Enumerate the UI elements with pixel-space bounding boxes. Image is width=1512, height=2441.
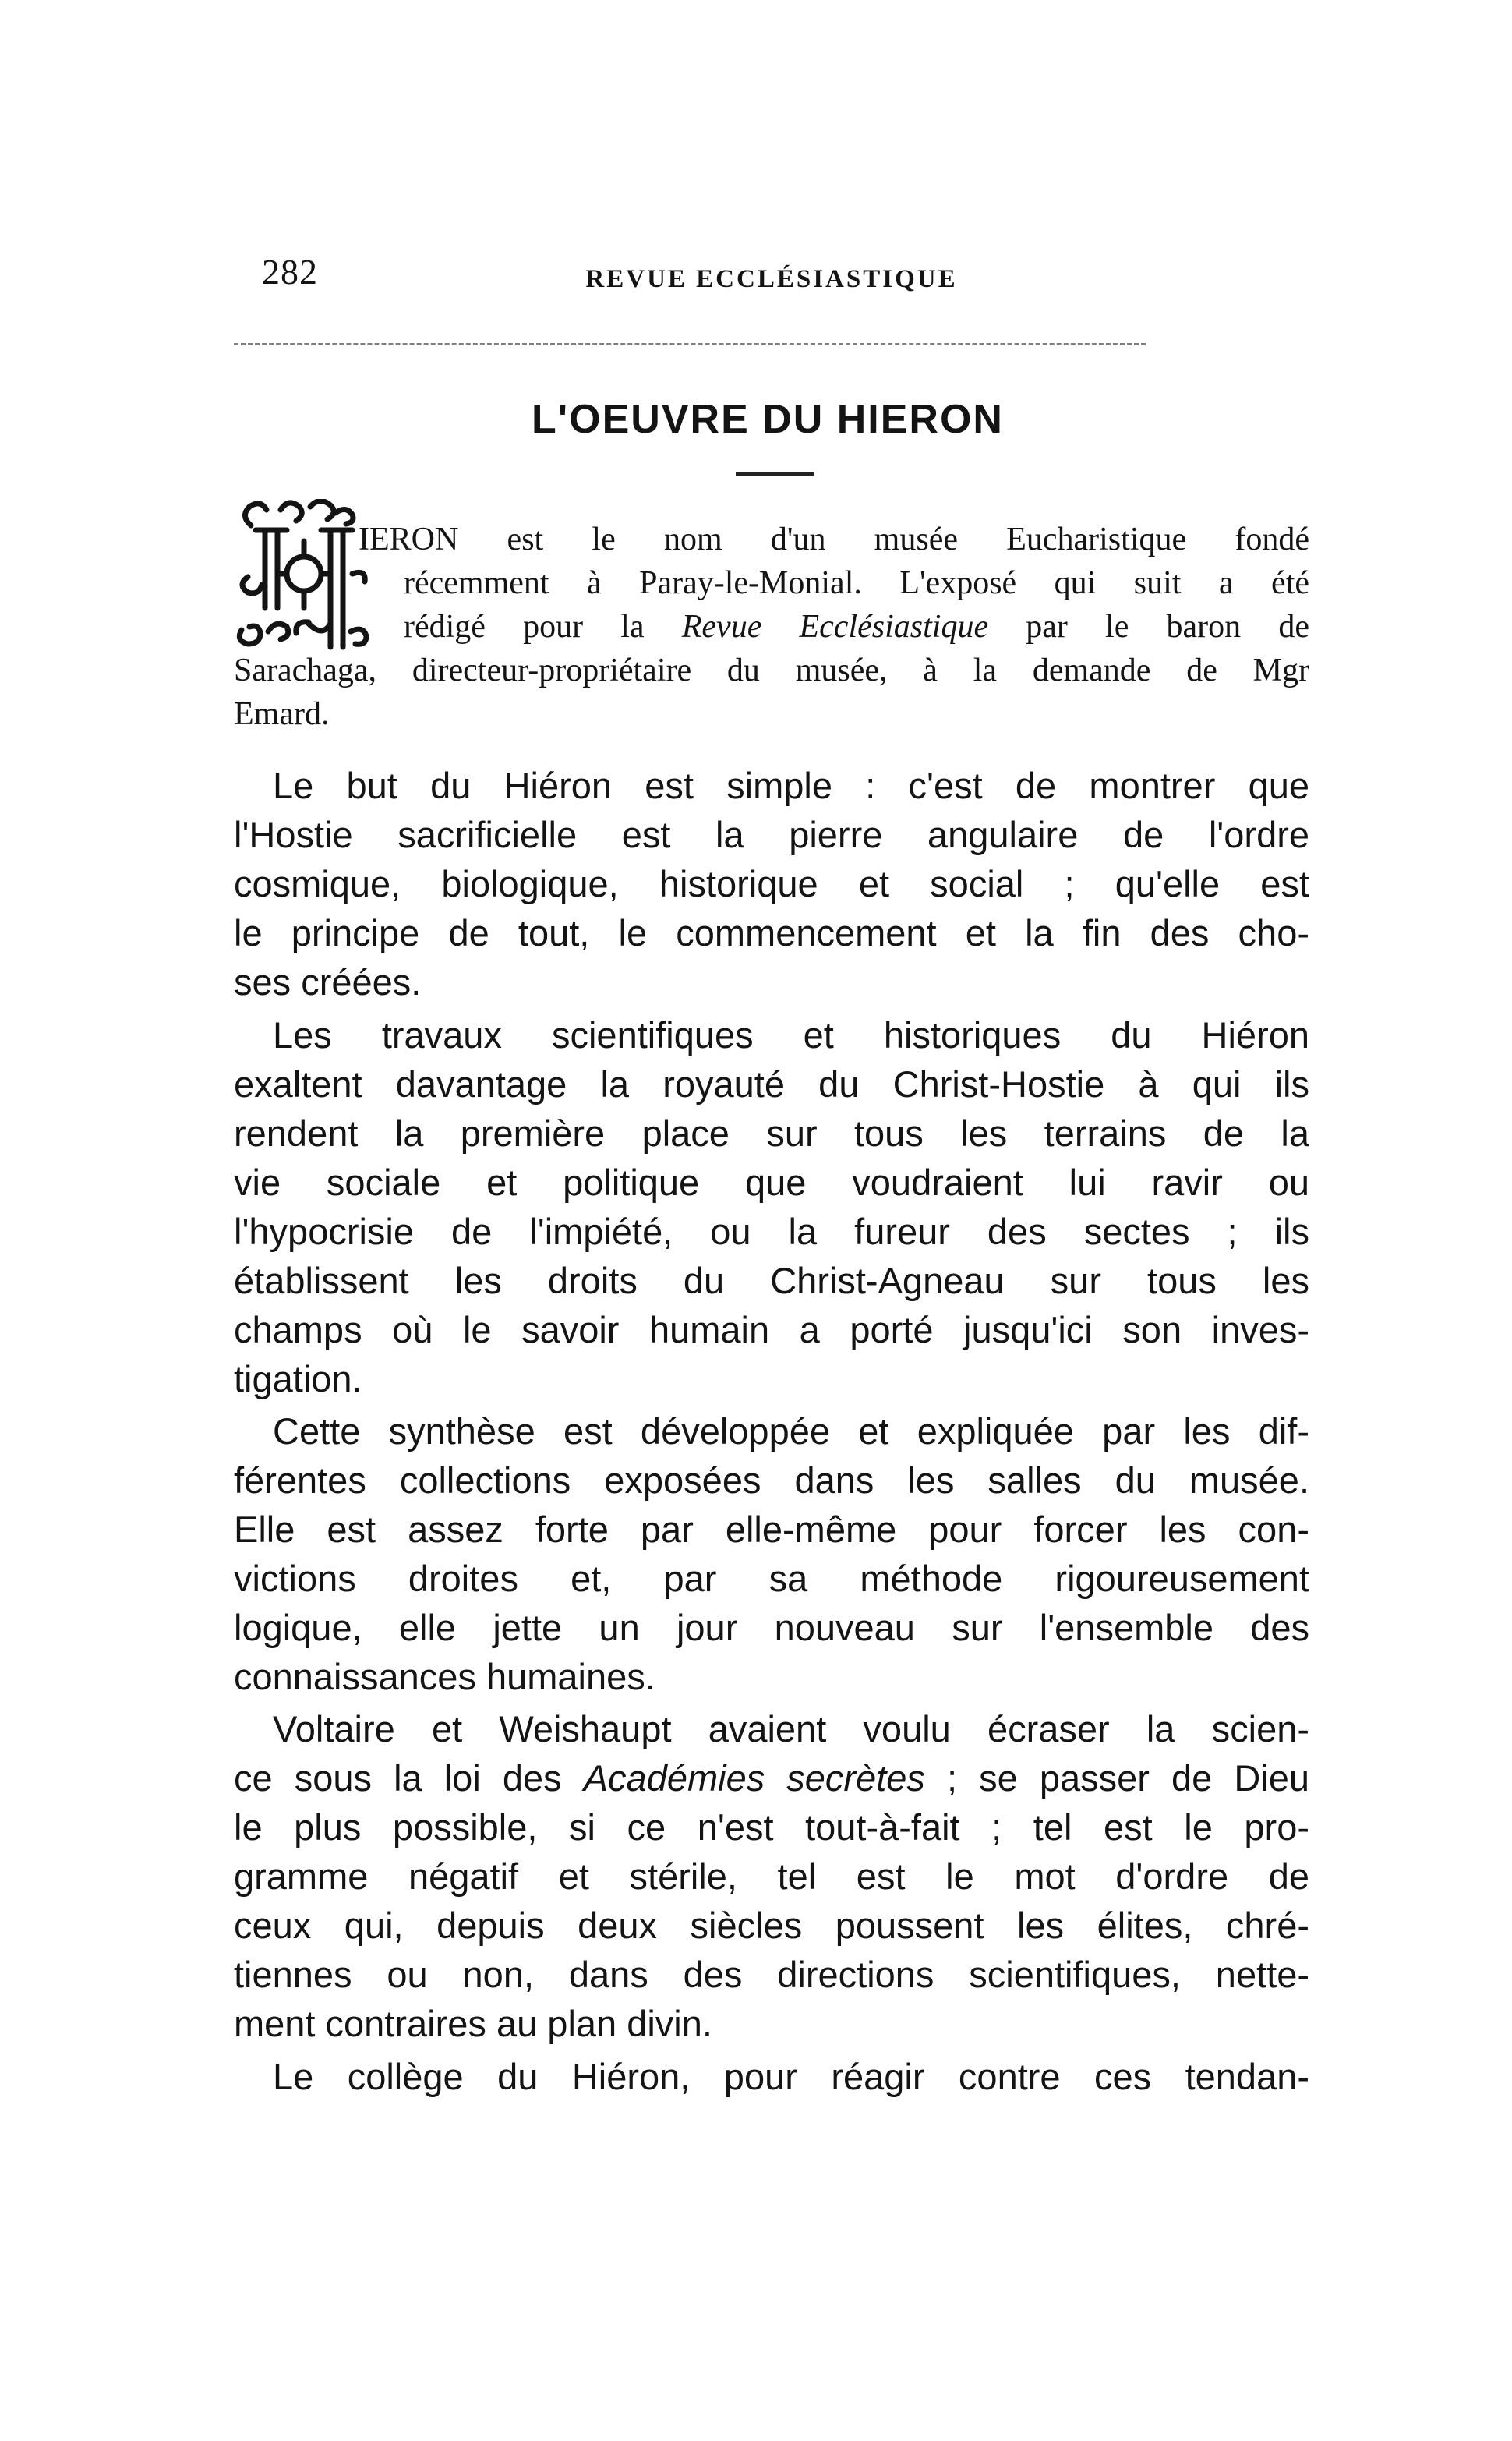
running-head: REVUE ECCLÉSIASTIQUE: [585, 265, 958, 293]
body-line: le principe de tout, le commencement et la fin des cho-: [234, 912, 1309, 953]
body-line: l'hypocrisie de l'impiété, ou la fureur des sectes ; ils: [234, 1211, 1309, 1252]
intro-line-5: Emard.: [234, 696, 330, 732]
title-rule: [736, 472, 814, 476]
body-line: cosmique, biologique, historique et social ; qu'elle est: [234, 863, 1309, 904]
body-line: Cette synthèse est développée et expliquée par les dif-: [273, 1410, 1309, 1452]
intro-line-3: rédigé pour la Revue Ecclésiastique par le baron de: [404, 609, 1309, 645]
body-line: ment contraires au plan divin.: [234, 2003, 712, 2044]
body-line: gramme négatif et stérile, tel est le mot d'ordre de: [234, 1856, 1309, 1897]
body-line: logique, elle jette un jour nouveau sur l'ensemble des: [234, 1607, 1309, 1648]
body-line: établissent les droits du Christ-Agneau sur tous les: [234, 1260, 1309, 1301]
intro-line-4: Sarachaga, directeur-propriétaire du musée, à la demande de Mgr: [234, 653, 1309, 688]
body-line: rendent la première place sur tous les terrains de la: [234, 1113, 1309, 1154]
body-line: le plus possible, si ce n'est tout-à-fait ; tel est le pro-: [234, 1806, 1309, 1848]
header-rule: [234, 343, 1146, 345]
body-line: vie sociale et politique que voudraient lui ravir ou: [234, 1162, 1309, 1203]
body-line: Voltaire et Weishaupt avaient voulu écraser la scien-: [273, 1708, 1309, 1749]
body-line: ce sous la loi des Académies secrètes ; se passer de Dieu: [234, 1757, 1310, 1799]
ornamental-dropcap-h-icon: [234, 499, 374, 655]
page-number: 282: [262, 252, 318, 292]
body-line: champs où le savoir humain a porté jusqu'ici son inves-: [234, 1309, 1309, 1350]
body-line: Les travaux scientifiques et historiques du Hiéron: [273, 1014, 1309, 1056]
intro-line-2: récemment à Paray-le-Monial. L'exposé qui suit a été: [404, 565, 1309, 601]
body-line: l'Hostie sacrificielle est la pierre angulaire de l'ordre: [234, 814, 1309, 855]
body-line: tigation.: [234, 1358, 362, 1399]
article-title: L'OEUVRE DU HIERON: [532, 397, 1004, 442]
body-line: ceux qui, depuis deux siècles poussent les élites, chré-: [234, 1905, 1309, 1946]
body-line: férentes collections exposées dans les salles du musée.: [234, 1459, 1309, 1501]
body-line: exaltent davantage la royauté du Christ-Hostie à qui ils: [234, 1063, 1309, 1105]
intro-line-1: IERON est le nom d'un musée Eucharistique fondé: [359, 522, 1309, 557]
body-line: ses créées.: [234, 961, 422, 1003]
body-line: Le collège du Hiéron, pour réagir contre ces tendan-: [273, 2056, 1309, 2097]
body-line: tiennes ou non, dans des directions scientifiques, nette-: [234, 1954, 1309, 1995]
body-line: connaissances humaines.: [234, 1656, 655, 1697]
body-line: victions droites et, par sa méthode rigoureusement: [234, 1558, 1309, 1599]
body-line: Le but du Hiéron est simple : c'est de montrer que: [273, 765, 1309, 806]
body-line: Elle est assez forte par elle-même pour forcer les con-: [234, 1509, 1309, 1550]
